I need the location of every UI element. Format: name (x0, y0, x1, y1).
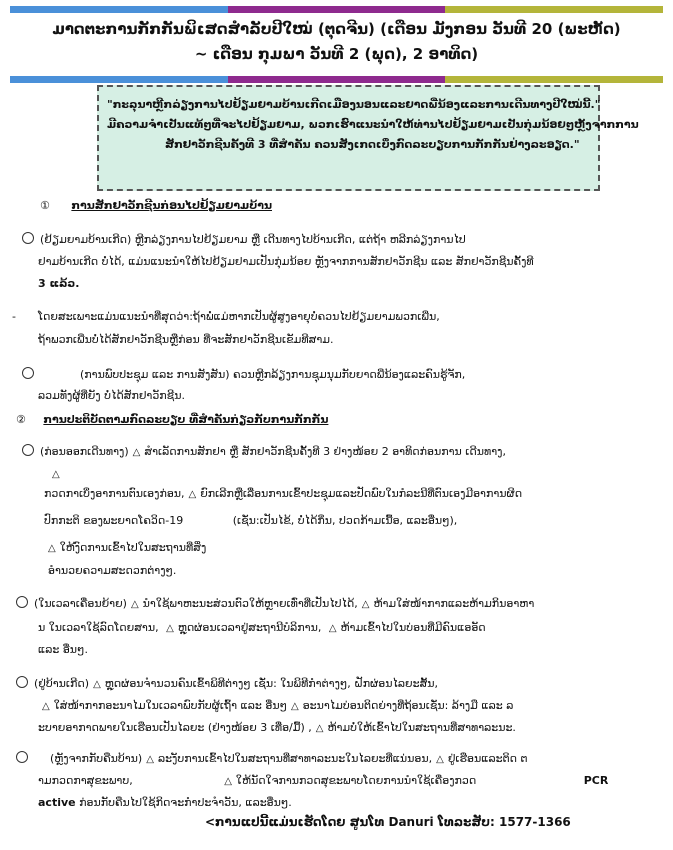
top-color-bar (10, 6, 663, 13)
note-line-2: ຖ້າພວກເພີ່ນບໍ່ໄດ້ສັກຢາວັກຊີນຫຼືກ່ອນ ທີ່ຈະສັກຢາວັກຊີນເຂັມທີສາມ. (38, 333, 334, 346)
bottom-color-bar (10, 76, 663, 83)
dash-bullet: - (12, 310, 16, 323)
triangle-icon: △ (130, 599, 139, 610)
item-text: ະບາຍອາກາດພາຍໃນເຮືອນເປັນໄລຍະ (ຢ່າງໜ້ອຍ 3 ເທື່ອ/ມື້) , (38, 721, 312, 734)
item-label: (ຫຼັງຈາກກັບຄືນບ້ານ) (50, 752, 143, 765)
notice-box (97, 85, 639, 191)
item-line: 3 ແລ້ວ. (38, 277, 80, 290)
item-line: ອຳນວຍຄວາມສະດວກຕ່າງໆ. (48, 564, 177, 577)
item-text: PCR (583, 774, 609, 787)
section-1-number: ① (40, 199, 50, 212)
item-line: ແລະ ອື່ນໆ. (38, 643, 88, 656)
item-text: active (38, 796, 76, 809)
item-text: ໃສ່ໜ້າກາກອະນາໄມໃນເວລາພົບກັບຜູ້ເຖົ້າ ແລະ ອື່ນໆ (53, 699, 287, 712)
triangle-icon: △ (146, 754, 154, 765)
section-2-item-4 (16, 749, 528, 770)
bullet-circle-icon (16, 596, 28, 608)
page-title (14, 17, 659, 67)
section-2-item-2 (16, 594, 534, 615)
bullet-circle-icon (16, 751, 28, 763)
item-line: (ຢ້ຽມຍາມບ້ານເກີດ) ຫຼີກລ່ຽງການໄປຢ້ຽມຍາມ ຫຼື ເດີນທາງໄປບ້ານເກີດ, ແຕ່ຖ້າ ຫລີກລ່ຽງການໄປ (40, 233, 466, 246)
item-text: ຍົກເລີກຫຼືເລື່ອນການເຂົ້າປະຊຸມແລະປັດພົບໃນກໍລະນີທີ່ຕົນເອງມີອາການຜິດ (200, 487, 523, 500)
triangle-icon: △ (166, 623, 174, 634)
item-text: ອະນາໄມບ່ອນຕິດຍ່າງທີ່ຖ້ອນເຊັ່ນ: ລ້າງມື ແລະ ລ (302, 699, 514, 712)
item-text: ກວດກາເບິ່ງອາການຕົນເອງກ່ອນ, (44, 487, 185, 500)
footer-phone-label: ໂທລະສັບ: (437, 815, 495, 829)
item-label: (ຢູ່ບ້ານເກີດ) (34, 677, 90, 690)
triangle-icon: △ (315, 723, 324, 734)
item-line (38, 771, 608, 792)
section-2-heading (16, 410, 328, 430)
item-text: ຫ້າມບໍ່ໃຫ້ເຂົ້າໄປໃນສະຖານທີ່ສາທາລະນະ. (327, 721, 516, 734)
item-line (38, 718, 516, 739)
title-line-2: ~ ເດືອນ ກຸມພາ ວັນທີ 2 (ພຸດ), 2 ອາທິດ) (194, 45, 479, 63)
item-text: າມກວດກາສຸຂະພາບ, (38, 774, 133, 787)
triangle-icon: △ (48, 543, 56, 554)
item-line (38, 618, 486, 639)
item-line: ຢາມບ້ານເກີດ ບໍ່ໄດ້, ແມ່ນແນະນຳໃຫ້ໄປຢ້ຽມຢາມເປັນກຸ່ມນ້ອຍ ຫຼັງຈາກການສັກຢາວັກຊີນ ແລະ ສັກຢາວັກຊີນຄັ້ງທີ (38, 255, 534, 268)
item-label: (ກ່ອນອອກເດີນທາງ) (40, 445, 129, 458)
item-line (44, 484, 522, 505)
footer-org: Danuri (388, 815, 434, 829)
item-text: ຫ້າມໃສ່ໜ້າກາກແລະຫ້າມກິນອາຫາ (373, 597, 535, 610)
triangle-icon: △ (52, 469, 60, 480)
section-1-title: ການສັກຢາວັກຊີນກ່ອນໄປຢ້ຽມຍາມບ້ານ (71, 199, 272, 212)
item-text: ຫຼຸດຜ່ອນຈຳນວນຄົນເຂົ້າພິທີຕ່າງໆ ເຊັ່ນ: ໃນພິທີກຳຕ່າງໆ, ຝັກຜ່ອນໄລຍະສັ້ນ, (104, 677, 439, 690)
notice-line-1: "ກະລຸນາຫຼີກລ່ຽງການໄປຢ້ຽມຍາມບ້ານເກີດເມືອງນອນແລະຍາດພີ່ນ້ອງແລະການເດີນທາງປີໃໝ່ນີ້." (107, 98, 601, 111)
item-text: ຫຼຸດຜ່ອນເວລາຢູ່ສະຖານີບໍລິການ, (177, 621, 322, 634)
item-text: ໃຫ້ງົດການເຂົ້າໄປໃນສະຖານທີ່ສິ່ງ (59, 541, 207, 554)
item-text: ນ ໃນເວລາໃຊ້ລົດໂດຍສານ, (38, 621, 159, 634)
notice-line-3: ສັກຢາວັກຊີນຄັ້ງທີ 3 ທີ່ສຳຄັນ ຄວນສັງເກດເບິ່ງກົດລະບຽບການກັກກັນຢ່າງລະອຽດ." (165, 138, 580, 151)
item-line: (ການພົບປະຊຸມ ແລະ ການສັງສັນ) ຄວນຫຼີກລ້ຽງການຊຸມນຸມກັບຍາດພີ່ນ້ອງແລະຄົນຮູ້ຈັກ, (80, 368, 466, 381)
triangle-icon: △ (42, 701, 50, 712)
item-text: ກ່ອນກັບຄືນໄປໃຊ້ກິດຈະກຳປະຈຳວັນ, ແລະອື່ນໆ. (79, 796, 292, 809)
item-text: (ເຊັ່ນ:ເປັນໄຂ້, ບໍ່ໄດ້ກິ່ນ, ປວດກ້າມເນື້ອ, ແລະອື່ນໆ), (232, 514, 458, 527)
bullet-circle-icon (16, 676, 28, 688)
footer-credit (205, 815, 571, 829)
bullet-circle-icon (22, 444, 34, 456)
section-2-number: ② (16, 413, 26, 426)
footer-text: <ການແປນີ້ແມ່ນເຮັດໂດຍ ສູນໂທ (205, 815, 385, 829)
bullet-circle-icon (22, 367, 34, 379)
bullet-circle-icon (22, 232, 34, 244)
item-line (38, 696, 513, 717)
item-text: ນຳໃຊ້ພາຫະນະສ່ວນຕົວໃຫ້ຫຼາຍເທົ່າທີ່ເປັນໄປໄດ້, (142, 597, 358, 610)
item-line (44, 538, 206, 559)
item-text: ຫ້າມເຂົ້າໄປໃນບ່ອນທີ່ມີຄົນແອອັດ (340, 621, 486, 634)
section-1-item-1 (22, 230, 466, 250)
triangle-icon: △ (188, 489, 197, 500)
section-2-title: ການປະຕິບັດຕາມກົດລະບຽບ ທີ່ສຳຄັນກ່ຽວກັບການກັກກັນ (43, 413, 329, 426)
item-line: ສຳເລັດການສັກຢາ ຫຼື ສັກຢາວັກຊີນຄັ້ງທີ 3 ຢ່າງໜ້ອຍ 2 ອາທິດກ່ອນການ ເດີນທາງ, (144, 445, 506, 458)
item-line (44, 511, 457, 531)
item-text: ປົກກະຕິ ຂອງພະຍາດໂຄວິດ-19 (44, 514, 184, 527)
item-line (38, 793, 292, 813)
item-text: ຢູ່ເຮືອນແລະຕິດ ຕ (447, 752, 528, 765)
notice-line-2: ມີຄວາມຈຳເປັນແທ້ໆທີ່ຈະໄປຢ້ຽມຍາມ, ພວກເຮົາແນະນຳໃຫ້ທ່ານໄປຢ້ຽມຍາມເປັນກຸ່ມນ້ອຍໆຫຼັງຈາກການ (107, 118, 639, 131)
triangle-icon: △ (290, 701, 299, 712)
triangle-icon: △ (436, 754, 444, 765)
footer-phone: 1577-1366 (499, 815, 571, 829)
triangle-icon: △ (224, 776, 232, 787)
title-line-1: ມາດຕະການກັກກັນພິເສດສຳລັບປີໃໝ່ (ຕຸດຈີນ) (ເດືອນ ມັງກອນ ວັນທີ 20 (ພະຫັດ) (52, 20, 621, 38)
section-2-item-1 (22, 442, 506, 463)
item-text: ໃຫ້ນັດໃຈການກວດສຸຂະພາບໂດຍການນຳໃຊ້ເຄື່ອງກວດ (235, 774, 477, 787)
section-1-heading (40, 196, 272, 216)
triangle-icon: △ (361, 599, 370, 610)
triangle-icon: △ (328, 623, 337, 634)
item-text: ລະງັບການເຂົ້າໄປໃນສະຖານທີ່ສາທາລະນະໃນໄລຍະທີ່ແນ່ນອນ, (157, 752, 433, 765)
item-line: ລວມທັງຜູ້ທີ່ຍັງ ບໍ່ໄດ້ສັກຢາວັກຊີນ. (38, 389, 185, 402)
note-line-1: ໂດຍສະເພາະແມ່ນແນະນຳທີ່ສຸດວ່າ:ຖ້າພໍ່ແມ່ຫາກເປັນຜູ້ສູງອາຍຸບໍ່ຄວນໄປຢ້ຽມຍາມພວກເພີ່ນ, (38, 310, 440, 323)
triangle-icon: △ (93, 679, 101, 690)
triangle-icon: △ (132, 447, 141, 458)
section-2-item-3 (16, 674, 438, 695)
item-label: (ໃນເວລາເຄື່ອນຍ້າຍ) (34, 597, 127, 610)
section-1-item-2 (22, 365, 465, 385)
